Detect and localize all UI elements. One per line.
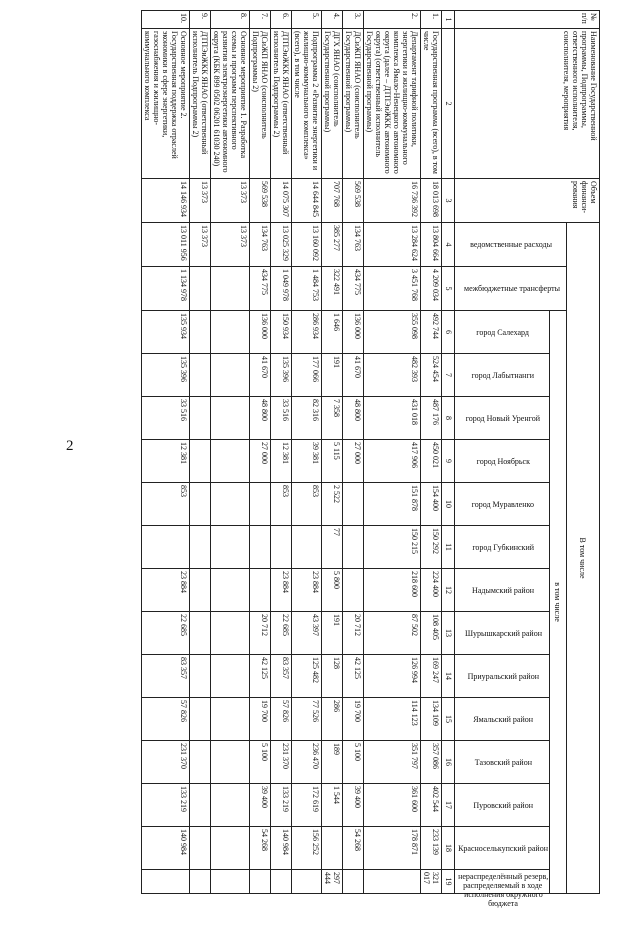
table-cell: 1 484 753 <box>292 267 322 311</box>
table-cell: 13 011 956 <box>142 223 190 267</box>
header-transfers-text: межбюджетные трансферты <box>463 284 560 293</box>
table-cell: 20 712 <box>250 612 271 655</box>
header-municipality <box>455 655 550 698</box>
table-cell: 16 736 392 <box>364 179 421 223</box>
row-number: 8. <box>211 11 250 29</box>
table-cell: 27 000 <box>343 440 364 483</box>
table-cell: 7 358 <box>322 397 343 440</box>
table-cell: 13 373 <box>211 223 250 267</box>
table-cell: 150 292 <box>421 526 442 569</box>
header-municipality-text: город Новый Уренгой <box>465 413 541 423</box>
row-number: 4. <box>322 11 343 29</box>
header-municipality-text: Тазовский район <box>474 757 532 767</box>
column-number: 11 <box>442 526 455 569</box>
table-cell: 150 215 <box>364 526 421 569</box>
table-cell <box>211 397 250 440</box>
table-cell: 43 397 <box>292 612 322 655</box>
header-municipality <box>455 526 550 569</box>
header-no: № п/п <box>455 11 600 29</box>
financing-table <box>141 10 600 908</box>
table-cell: 135 396 <box>271 354 292 397</box>
table-cell: 218 600 <box>364 569 421 612</box>
table-cell <box>190 698 211 741</box>
table-cell: 41 670 <box>250 354 271 397</box>
table-cell: 20 712 <box>343 612 364 655</box>
table-cell: 19 700 <box>343 698 364 741</box>
table-cell: 23 884 <box>271 569 292 612</box>
table-cell: 140 984 <box>142 827 190 870</box>
header-municipality <box>455 354 550 397</box>
column-number: 17 <box>442 784 455 827</box>
table-row <box>421 11 442 894</box>
table-cell: 1 646 <box>322 311 343 354</box>
table-cell <box>250 569 271 612</box>
table-cell <box>190 784 211 827</box>
row-name: ДТПЭиЖКК ЯНАО (ответственный исполнитель Подпрограммы 2) <box>271 29 292 179</box>
table-row <box>190 11 211 894</box>
row-number: 1. <box>421 11 442 29</box>
row-name: ДСиЖП ЯНАО (соисполнитель Государственной программы) <box>343 29 364 179</box>
table-cell: 351 797 <box>364 741 421 784</box>
table-cell: 22 685 <box>271 612 292 655</box>
table-cell <box>190 612 211 655</box>
table-cell <box>211 569 250 612</box>
header-municipality-text: город Муравленко <box>471 499 535 509</box>
table-cell: 151 878 <box>364 483 421 526</box>
table-cell: 48 800 <box>343 397 364 440</box>
table-cell: 33 516 <box>271 397 292 440</box>
table-cell: 233 139 <box>421 827 442 870</box>
column-number: 2 <box>442 29 455 179</box>
column-number: 12 <box>442 569 455 612</box>
table-cell: 154 400 <box>421 483 442 526</box>
column-number: 5 <box>442 267 455 311</box>
row-name: ДГХ ЯНАО (соисполнитель Государственной программы) <box>322 29 343 179</box>
table-cell: 14 075 307 <box>271 179 292 223</box>
row-number: 7. <box>250 11 271 29</box>
table-cell: 177 066 <box>292 354 322 397</box>
rotated-table-container <box>40 10 600 908</box>
table-cell: 128 <box>322 655 343 698</box>
table-cell: 286 <box>322 698 343 741</box>
table-cell <box>211 827 250 870</box>
column-number: 13 <box>442 612 455 655</box>
header-municipality <box>455 397 550 440</box>
table-cell: 5 100 <box>343 741 364 784</box>
row-name: Основное мероприятие 2. Государственная поддержка отраслей экономики в сфере энергетики, газоснабжения и жилищно-коммунального комплекса <box>142 29 190 179</box>
table-cell: 178 871 <box>364 827 421 870</box>
header-municipality-text: город Ноябрьск <box>476 456 530 466</box>
header-municipality <box>455 784 550 827</box>
table-cell: 33 516 <box>142 397 190 440</box>
column-number: 18 <box>442 827 455 870</box>
table-cell <box>292 526 322 569</box>
table-cell <box>190 397 211 440</box>
table-cell: 402 544 <box>421 784 442 827</box>
table-cell: 150 934 <box>271 311 292 354</box>
header-municipality <box>455 483 550 526</box>
table-cell <box>343 526 364 569</box>
table-cell: 135 396 <box>142 354 190 397</box>
column-number: 14 <box>442 655 455 698</box>
table-cell: 189 <box>322 741 343 784</box>
table-cell: 18 013 698 <box>421 179 442 223</box>
table-cell: 524 454 <box>421 354 442 397</box>
table-cell: 27 000 <box>250 440 271 483</box>
row-number: 6. <box>271 11 292 29</box>
table-cell: 23 884 <box>292 569 322 612</box>
table-cell: 231 370 <box>271 741 292 784</box>
table-cell <box>211 267 250 311</box>
column-number: 7 <box>442 354 455 397</box>
table-cell: 482 393 <box>364 354 421 397</box>
table-cell: 83 357 <box>271 655 292 698</box>
table-cell: 136 000 <box>343 311 364 354</box>
column-number: 4 <box>442 223 455 267</box>
header-municipality <box>455 440 550 483</box>
table-row <box>250 11 271 894</box>
header-including: В том числе <box>567 223 600 894</box>
table-cell: 39 400 <box>250 784 271 827</box>
header-reserve-text: нераспределённый резерв, распределяемый в ходе исполнения окружного бюджета <box>457 872 549 908</box>
table-row <box>142 11 190 894</box>
table-cell: 361 600 <box>364 784 421 827</box>
row-name: Подпрограмма 2 «Развитие энергетики и жилищно-коммунального комплекса» (всего), в том числе <box>292 29 322 179</box>
table-cell: 54 268 <box>250 827 271 870</box>
table-cell: 322 491 <box>322 267 343 311</box>
table-cell: 42 125 <box>250 655 271 698</box>
table-cell: 114 123 <box>364 698 421 741</box>
table-cell <box>211 698 250 741</box>
table-cell <box>190 526 211 569</box>
table-cell: 12 381 <box>271 440 292 483</box>
column-number: 8 <box>442 397 455 440</box>
table-cell: 357 086 <box>421 741 442 784</box>
table-cell: 41 670 <box>343 354 364 397</box>
table-cell <box>250 870 271 894</box>
header-municipality <box>455 827 550 870</box>
table-cell <box>343 569 364 612</box>
table-cell <box>322 827 343 870</box>
page-number: 2 <box>66 438 74 454</box>
row-name: ДТПЭиЖКК ЯНАО (ответственный исполнитель Подпрограммы 2) <box>190 29 211 179</box>
table-cell: 569 538 <box>250 179 271 223</box>
table-cell: 14 644 845 <box>292 179 322 223</box>
table-cell: 853 <box>292 483 322 526</box>
header-name: Наименование Государственной программы, Подпрограммы, ответственного исполнителя, соисполнителя, мероприятия <box>455 29 600 179</box>
table-cell: 3 451 768 <box>364 267 421 311</box>
table-cell: 140 984 <box>271 827 292 870</box>
table-cell: 431 018 <box>364 397 421 440</box>
header-municipality-text: город Губкинский <box>472 542 534 552</box>
table-cell: 77 526 <box>292 698 322 741</box>
table-cell <box>250 483 271 526</box>
table-cell <box>142 870 190 894</box>
header-municipality-text: Пуровский район <box>473 800 533 810</box>
column-number: 16 <box>442 741 455 784</box>
table-row <box>343 11 364 894</box>
table-cell: 83 357 <box>142 655 190 698</box>
table-cell <box>211 311 250 354</box>
table-cell: 286 934 <box>292 311 322 354</box>
header-municipality-text: Шурышкарский район <box>464 628 542 638</box>
table-cell <box>271 870 292 894</box>
table-cell: 125 482 <box>292 655 322 698</box>
column-number: 10 <box>442 483 455 526</box>
table-cell: 224 400 <box>421 569 442 612</box>
header-municipality <box>455 612 550 655</box>
table-cell: 355 098 <box>364 311 421 354</box>
table-cell: 12 381 <box>142 440 190 483</box>
table-cell: 5 800 <box>322 569 343 612</box>
header-municipality-text: Приуральский район <box>467 671 539 681</box>
table-cell: 135 934 <box>142 311 190 354</box>
table-cell <box>211 870 250 894</box>
table-cell: 853 <box>271 483 292 526</box>
table-cell <box>364 870 421 894</box>
table-cell: 169 247 <box>421 655 442 698</box>
table-cell <box>190 311 211 354</box>
row-name: ДСиЖП ЯНАО (соисполнитель Подпрограммы 2) <box>250 29 271 179</box>
table-cell: 434 775 <box>250 267 271 311</box>
table-cell: 134 763 <box>343 223 364 267</box>
table-row <box>211 11 250 894</box>
header-municipality-text: Надымский район <box>472 585 535 595</box>
column-number: 3 <box>442 179 455 223</box>
table-cell: 4 209 034 <box>421 267 442 311</box>
table-cell <box>211 354 250 397</box>
table-cell <box>211 483 250 526</box>
table-cell <box>292 870 322 894</box>
table-row <box>322 11 343 894</box>
table-cell <box>190 483 211 526</box>
table-cell: 434 775 <box>343 267 364 311</box>
table-cell: 133 219 <box>142 784 190 827</box>
header-municipality-text: Ямальский район <box>473 714 533 724</box>
table-row <box>364 11 421 894</box>
table-cell: 134 763 <box>250 223 271 267</box>
table-cell: 417 906 <box>364 440 421 483</box>
table-cell <box>190 267 211 311</box>
table-cell: 487 176 <box>421 397 442 440</box>
table-cell: 236 470 <box>292 741 322 784</box>
table-cell: 23 884 <box>142 569 190 612</box>
table-cell: 13 804 664 <box>421 223 442 267</box>
header-municipality-text: город Салехард <box>476 327 530 337</box>
table-cell: 191 <box>322 612 343 655</box>
table-cell: 108 405 <box>421 612 442 655</box>
row-name: Государственная программа (всего), в том числе <box>421 29 442 179</box>
column-number: 19 <box>442 870 455 894</box>
table-cell: 48 800 <box>250 397 271 440</box>
table-cell <box>211 741 250 784</box>
row-number: 5. <box>292 11 322 29</box>
table-cell: 450 021 <box>421 440 442 483</box>
header-departmental <box>455 223 567 267</box>
table-cell: 707 768 <box>322 179 343 223</box>
table-cell: 191 <box>322 354 343 397</box>
table-cell: 13 025 329 <box>271 223 292 267</box>
table-cell: 385 277 <box>322 223 343 267</box>
table-cell: 39 400 <box>343 784 364 827</box>
table-cell: 13 373 <box>190 223 211 267</box>
table-cell: 57 826 <box>271 698 292 741</box>
table-cell: 5 100 <box>250 741 271 784</box>
table-cell: 1 049 978 <box>271 267 292 311</box>
header-including-2: в том числе <box>550 311 567 894</box>
table-cell <box>343 483 364 526</box>
table-cell <box>211 612 250 655</box>
table-cell <box>211 526 250 569</box>
row-number: 3. <box>343 11 364 29</box>
table-cell: 569 538 <box>343 179 364 223</box>
header-municipality <box>455 698 550 741</box>
header-volume: Объем финанси-рования <box>455 179 600 223</box>
table-cell: 321 017 <box>421 870 442 894</box>
table-cell: 87 502 <box>364 612 421 655</box>
table-cell: 14 146 934 <box>142 179 190 223</box>
table-cell: 1 134 978 <box>142 267 190 311</box>
table-cell <box>190 354 211 397</box>
table-cell: 853 <box>142 483 190 526</box>
table-cell: 13 160 092 <box>292 223 322 267</box>
header-municipality <box>455 311 550 354</box>
table-cell: 77 <box>322 526 343 569</box>
table-cell: 13 284 624 <box>364 223 421 267</box>
table-cell <box>142 526 190 569</box>
table-cell: 82 316 <box>292 397 322 440</box>
table-cell: 136 000 <box>250 311 271 354</box>
table-cell: 133 219 <box>271 784 292 827</box>
table-cell: 156 252 <box>292 827 322 870</box>
column-number: 6 <box>442 311 455 354</box>
table-cell <box>190 440 211 483</box>
row-number: 2. <box>364 11 421 29</box>
table-cell <box>250 526 271 569</box>
table-cell: 5 115 <box>322 440 343 483</box>
header-municipality <box>455 569 550 612</box>
table-cell: 492 744 <box>421 311 442 354</box>
table-cell <box>211 784 250 827</box>
header-municipality-text: Красноселькупский район <box>458 843 548 853</box>
table-cell <box>190 655 211 698</box>
table-cell: 42 125 <box>343 655 364 698</box>
table-cell: 13 373 <box>211 179 250 223</box>
table-row <box>292 11 322 894</box>
table-cell: 126 994 <box>364 655 421 698</box>
table-cell <box>190 827 211 870</box>
table-row <box>271 11 292 894</box>
table-cell <box>190 870 211 894</box>
table-cell: 172 619 <box>292 784 322 827</box>
header-municipality <box>455 741 550 784</box>
row-name: Департамент тарифной политики, энергетики и жилищно-коммунального комплекса Ямало-Ненецкого автономного округа (далее – ДТПЭиЖКК автономного округа) (ответственный исполнитель Государственной программы) <box>364 29 421 179</box>
table-cell: 2 522 <box>322 483 343 526</box>
table-cell: 231 370 <box>142 741 190 784</box>
table-cell: 19 700 <box>250 698 271 741</box>
table-cell: 1 544 <box>322 784 343 827</box>
row-name: Основное мероприятие 1. Разработка схемы и программ перспективного развития электроэнергетики автономного округа (КБК 899 0502 06201 61030 240) <box>211 29 250 179</box>
table-cell: 297 444 <box>322 870 343 894</box>
header-transfers <box>455 267 567 311</box>
table-cell <box>271 526 292 569</box>
table-cell: 134 109 <box>421 698 442 741</box>
row-number: 10. <box>142 11 190 29</box>
table-cell <box>190 569 211 612</box>
table-cell <box>211 440 250 483</box>
header-reserve <box>455 870 550 908</box>
column-number: 1 <box>442 11 455 29</box>
table-cell: 39 381 <box>292 440 322 483</box>
header-departmental-text: ведомственные расходы <box>470 240 553 249</box>
row-number: 9. <box>190 11 211 29</box>
table-cell <box>211 655 250 698</box>
table-cell: 22 685 <box>142 612 190 655</box>
table-cell <box>343 870 364 894</box>
header-municipality-text: город Лабытнанги <box>471 370 535 380</box>
column-number: 9 <box>442 440 455 483</box>
table-cell <box>190 741 211 784</box>
table-cell: 13 373 <box>190 179 211 223</box>
table-cell: 57 826 <box>142 698 190 741</box>
table-cell: 54 268 <box>343 827 364 870</box>
column-number: 15 <box>442 698 455 741</box>
